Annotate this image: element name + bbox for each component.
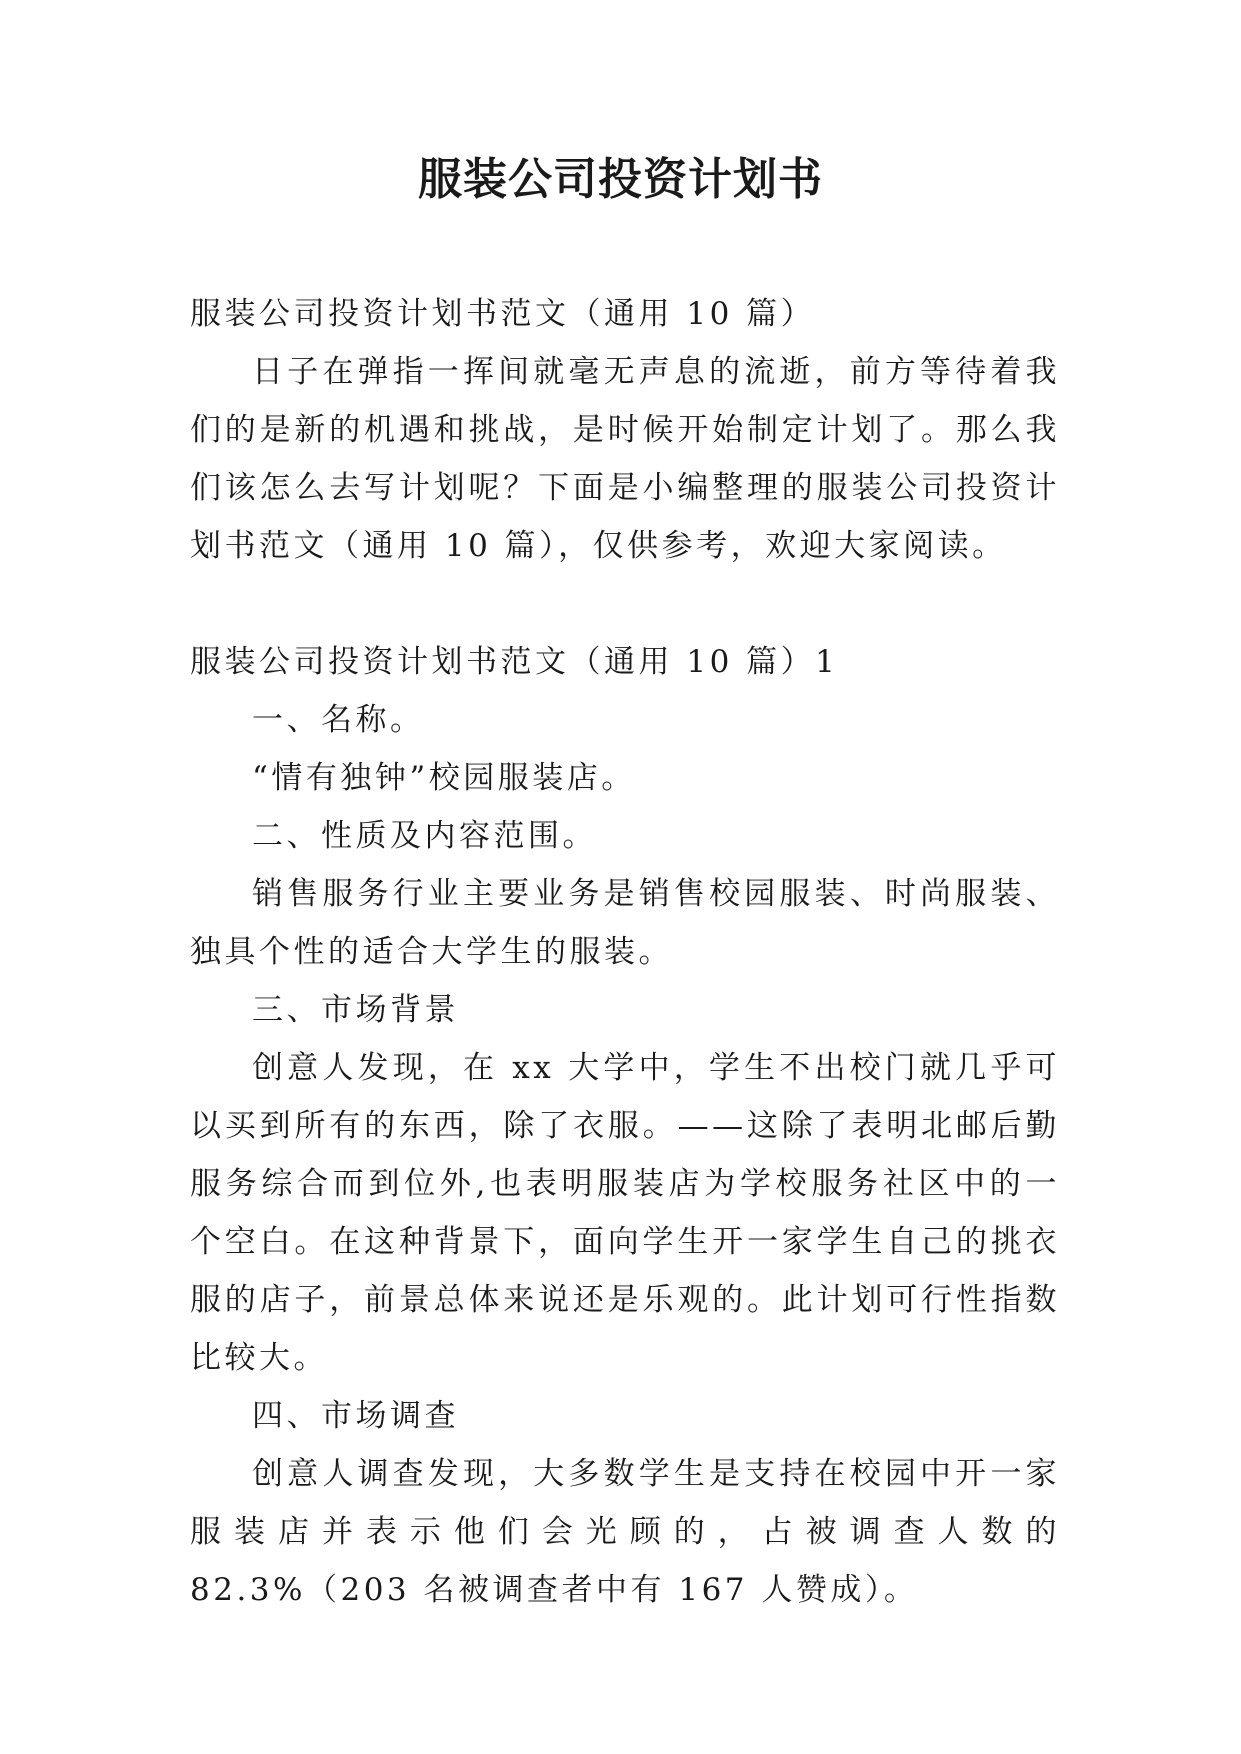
item-name-heading: 一、名称。	[252, 702, 425, 738]
item-scope-heading: 二、性质及内容范围。	[252, 818, 597, 854]
section-heading: 服装公司投资计划书范文（通用 10 篇）1	[190, 644, 839, 680]
intro-heading: 服装公司投资计划书范文（通用 10 篇）	[190, 296, 816, 332]
item-scope-paragraph: 销售服务行业主要业务是销售校园服装、时尚服装、独具个性的适合大学生的服装。	[190, 876, 1060, 970]
item-market-survey-paragraph: 创意人调查发现，大多数学生是支持在校园中开一家服装店并表示他们会光顾的，占被调查人数的 82.3%（203 名被调查者中有 167 人赞成）。	[190, 1456, 1060, 1608]
item-name-value: “情有独钟”校园服装店。	[252, 760, 636, 796]
document-title: 服装公司投资计划书	[418, 154, 823, 205]
item-market-background-heading: 三、市场背景	[252, 992, 459, 1028]
document-body	[190, 285, 1060, 1619]
paragraph-spacer	[190, 575, 1060, 633]
item-market-background-paragraph: 创意人发现，在 xx 大学中，学生不出校门就几乎可以买到所有的东西，除了衣服。——这除了表明北邮后勤服务综合而到位外,也表明服装店为学校服务社区中的一个空白。在这种背景下，面向学生开一家学生自己的挑衣服的店子，前景总体来说还是乐观的。此计划可行性指数比较大。	[190, 1050, 1060, 1376]
item-market-survey-heading: 四、市场调查	[252, 1398, 459, 1434]
intro-paragraph: 日子在弹指一挥间就毫无声息的流逝，前方等待着我们的是新的机遇和挑战，是时候开始制定计划了。那么我们该怎么去写计划呢？下面是小编整理的服装公司投资计划书范文（通用 10 篇），仅供参考，欢迎大家阅读。	[190, 354, 1060, 564]
